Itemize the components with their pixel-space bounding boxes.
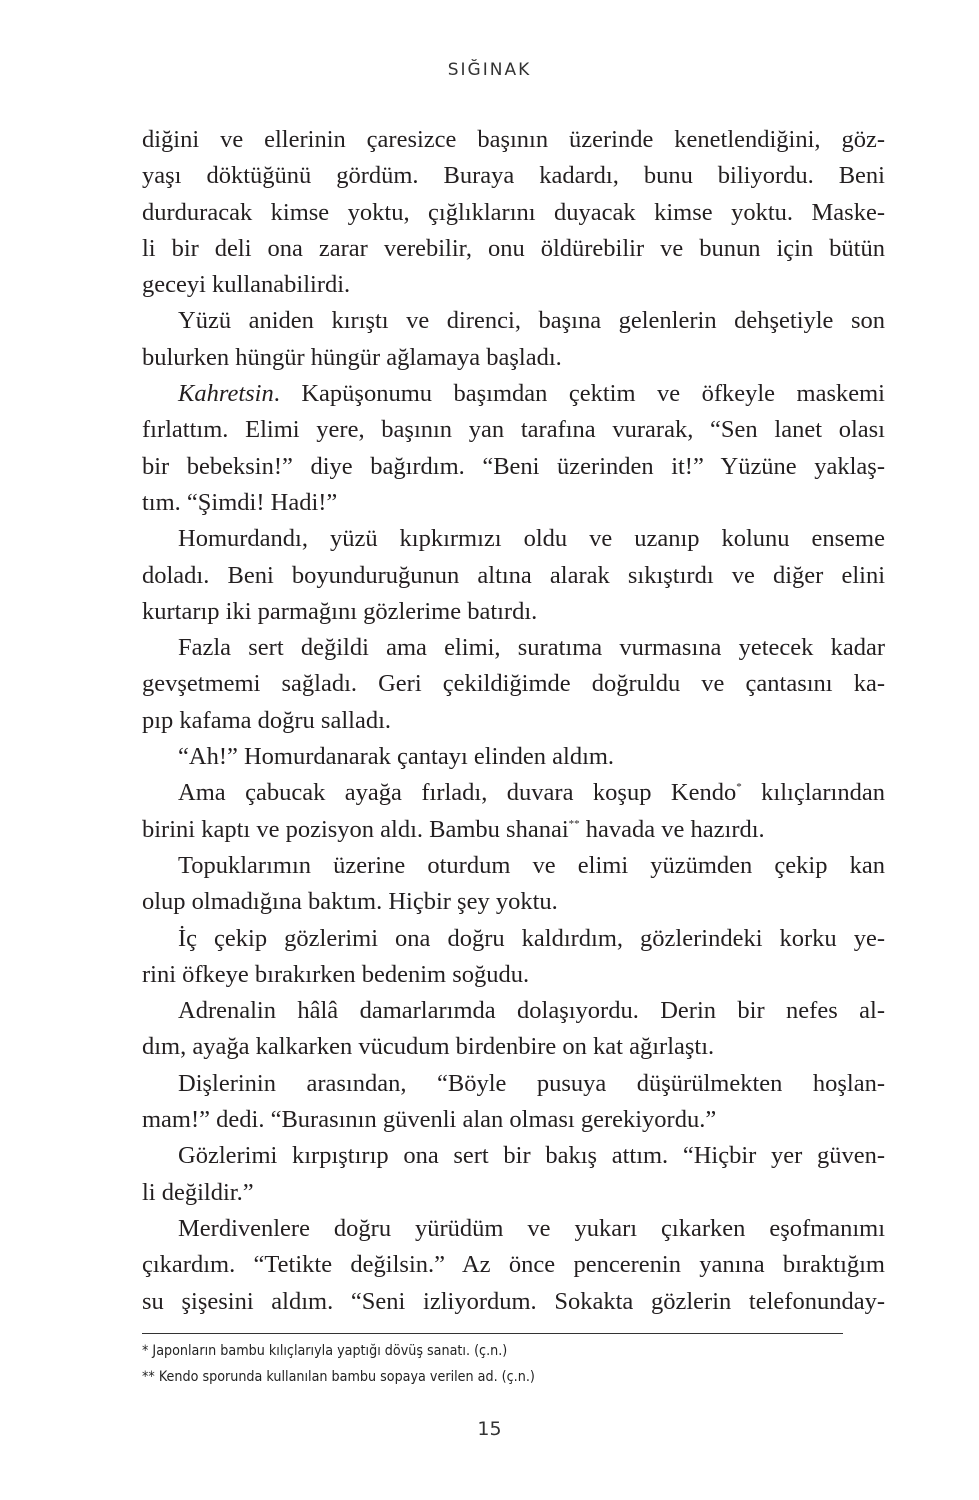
- line-text: “Ah!” Homurdanarak çantayı elinden aldım.: [178, 743, 615, 771]
- line-text: fırlattım. Elimi yere, başının yan tarafına vurarak, “Sen lanet olası: [142, 416, 885, 444]
- line-text: Adrenalin hâlâ damarlarımda dolaşıyordu. Derin bir nefes al-: [178, 997, 885, 1025]
- text-line: [142, 485, 885, 521]
- page-number: 15: [477, 1418, 502, 1440]
- line-text: dım, ayağa kalkarken vücudum birdenbire on kat ağırlaştı.: [142, 1033, 715, 1061]
- line-text: li değildir.”: [142, 1178, 254, 1206]
- text-line: [142, 158, 885, 194]
- footnote-1: * Japonların bambu kılıçlarıyla yaptığı dövüş sanatı. (ç.n.): [142, 1343, 508, 1359]
- text-line: [142, 884, 885, 920]
- text-line: [142, 957, 885, 993]
- text-line: [142, 267, 885, 303]
- line-text: . Kapüşonumu başımdan çektim ve öfkeyle maskemi: [273, 380, 885, 408]
- line-text: kurtarıp iki parmağını gözlerime batırdı.: [142, 597, 538, 625]
- line-text: birini kaptı ve pozisyon aldı. Bambu shanai: [142, 815, 569, 843]
- line-text: pıp kafama doğru salladı.: [142, 706, 392, 734]
- text-line: [142, 521, 885, 557]
- line-text: Topuklarımın üzerine oturdum ve elimi yüzümden çekip kan: [178, 851, 885, 879]
- line-text: su şişesini aldım. “Seni izliyordum. Sokakta gözlerin telefonunday-: [142, 1287, 885, 1315]
- text-line: [142, 1102, 885, 1138]
- line-text: tım. “Şimdi! Hadi!”: [142, 488, 338, 516]
- text-line: [142, 848, 885, 884]
- line-text: gevşetmemi sağladı. Geri çekildiğimde doğruldu ve çantasını ka-: [142, 670, 885, 698]
- text-line: [142, 1138, 885, 1174]
- text-line: [142, 1029, 885, 1065]
- line-text: doladı. Beni boyunduruğunun altına alarak sıkıştırdı ve diğer elini: [142, 561, 885, 589]
- line-text: diğini ve ellerinin çaresizce başının üzerinde kenetlendiğini, göz-: [142, 126, 885, 153]
- line-text: Fazla sert değildi ama elimi, suratıma vurmasına yetecek kadar: [178, 634, 885, 662]
- footnote-2: ** Kendo sporunda kullanılan bambu sopaya verilen ad. (ç.n.): [142, 1369, 535, 1385]
- line-text: havada ve hazırdı.: [579, 815, 765, 843]
- line-text: rini öfkeye bırakırken bedenim soğudu.: [142, 960, 530, 988]
- line-text: li bir deli ona zarar verebilir, onu öldürebilir ve bunun için bütün: [142, 234, 885, 262]
- text-line: [142, 812, 885, 848]
- footnote-divider: [142, 1333, 843, 1334]
- text-line: [142, 921, 885, 957]
- text-line: [142, 594, 885, 630]
- text-line: [142, 739, 885, 775]
- line-text: bulurken hüngür hüngür ağlamaya başladı.: [142, 343, 562, 371]
- text-line: [142, 231, 885, 267]
- line-text: durduracak kimse yoktu, çığlıklarını duyacak kimse yoktu. Maske-: [142, 198, 885, 226]
- text-line: [142, 630, 885, 666]
- line-text: mam!” dedi. “Burasının güvenli alan olması gerekiyordu.”: [142, 1106, 717, 1134]
- text-line: [142, 376, 885, 412]
- line-text: geceyi kullanabilirdi.: [142, 271, 351, 299]
- line-text: bir bebeksin!” diye bağırdım. “Beni üzerinden it!” Yüzüne yaklaş-: [142, 452, 885, 480]
- text-line: [142, 993, 885, 1029]
- body-text: [142, 122, 885, 1320]
- running-header: SIĞINAK: [447, 60, 532, 80]
- line-text: Gözlerimi kırpıştırıp ona sert bir bakış attım. “Hiçbir yer güven-: [178, 1142, 885, 1170]
- text-line: [142, 1066, 885, 1102]
- line-text: yaşı döktüğünü gördüm. Buraya kadardı, bunu biliyordu. Beni: [142, 162, 885, 190]
- text-line: [142, 412, 885, 448]
- text-line: [142, 303, 885, 339]
- italic-text: Kahretsin: [178, 380, 274, 408]
- text-line: [142, 775, 885, 811]
- line-text: çıkardım. “Tetikte değilsin.” Az önce pencerenin yanına bıraktığım: [142, 1251, 885, 1279]
- text-line: [142, 703, 885, 739]
- text-line: [142, 122, 885, 158]
- line-text: Merdivenlere doğru yürüdüm ve yukarı çıkarken eşofmanımı: [178, 1214, 885, 1242]
- text-line: [142, 449, 885, 485]
- text-line: [142, 666, 885, 702]
- line-text: İç çekip gözlerimi ona doğru kaldırdım, gözlerindeki korku ye-: [178, 924, 885, 952]
- text-line: [142, 558, 885, 594]
- text-line: [142, 1247, 885, 1283]
- line-text: Ama çabucak ayağa fırladı, duvara koşup Kendo: [178, 779, 737, 807]
- text-line: [142, 1211, 885, 1247]
- footnote-marker: **: [568, 817, 580, 830]
- text-line: [142, 1284, 885, 1320]
- text-line: [142, 195, 885, 231]
- footnote-marker: *: [736, 781, 742, 794]
- line-text: kılıçlarından: [741, 779, 885, 807]
- line-text: Dişlerinin arasından, “Böyle pusuya düşürülmekten hoşlan-: [178, 1069, 885, 1097]
- line-text: olup olmadığına baktım. Hiçbir şey yoktu.: [142, 888, 558, 916]
- line-text: Homurdandı, yüzü kıpkırmızı oldu ve uzanıp kolunu enseme: [178, 525, 885, 553]
- text-line: [142, 1175, 885, 1211]
- line-text: Yüzü aniden kırıştı ve direnci, başına gelenlerin dehşetiyle son: [178, 307, 885, 335]
- text-line: [142, 340, 885, 376]
